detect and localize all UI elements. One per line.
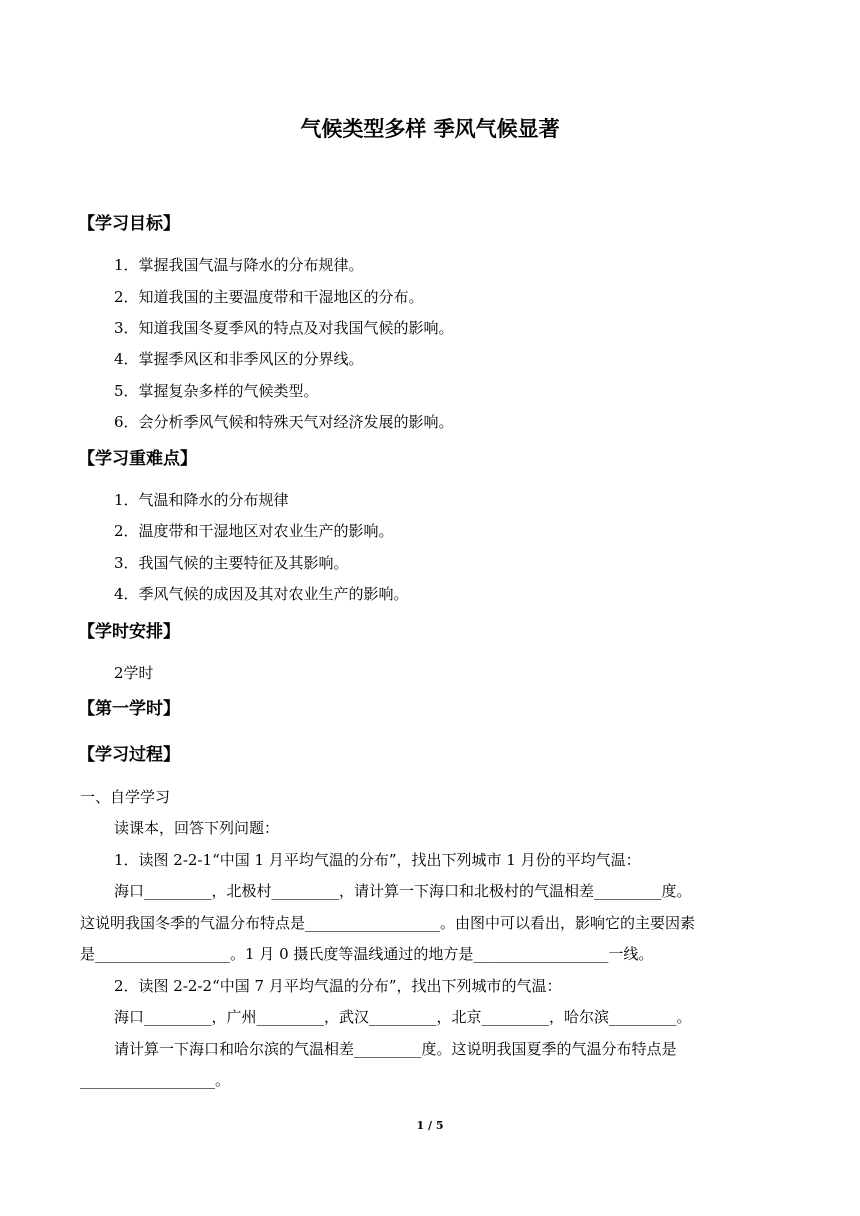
- goal-item: 1．掌握我国气温与降水的分布规律。: [114, 256, 364, 274]
- page-number: 1 / 5: [416, 1119, 444, 1132]
- document-title: 气候类型多样 季风气候显著: [300, 117, 560, 141]
- key-point-item: 2．温度带和干湿地区对农业生产的影响。: [114, 522, 394, 540]
- heading-key-points: 【学习重难点】: [78, 449, 197, 469]
- heading-schedule: 【学时安排】: [78, 622, 180, 642]
- part-heading: 一、自学学习: [80, 788, 171, 806]
- goal-item: 6．会分析季风气候和特殊天气对经济发展的影响。: [114, 413, 454, 431]
- heading-first-period: 【第一学时】: [78, 699, 180, 719]
- question-1-blanks-line: 这说明我国冬季的气温分布特点是__________________。由图中可以看出，影响它的主要因素: [80, 914, 696, 932]
- goal-item: 2．知道我国的主要温度带和干湿地区的分布。: [114, 288, 424, 306]
- question-1-blanks-line: 是__________________。1 月 0 摄氏度等温线通过的地方是__________________一线。: [80, 945, 654, 963]
- schedule-text: 2学时: [114, 664, 154, 682]
- heading-learning-goals: 【学习目标】: [78, 214, 180, 234]
- intro-text: 读课本，回答下列问题：: [114, 819, 280, 837]
- heading-learning-process: 【学习过程】: [78, 745, 180, 765]
- question-1-blanks-line: 海口_________，北极村_________，请计算一下海口和北极村的气温相差_________度。: [114, 882, 692, 900]
- goal-item: 5．掌握复杂多样的气候类型。: [114, 382, 319, 400]
- key-point-item: 3．我国气候的主要特征及其影响。: [114, 554, 349, 572]
- question-2-blanks-line: 请计算一下海口和哈尔滨的气温相差_________度。这说明我国夏季的气温分布特点是: [114, 1040, 677, 1058]
- question-2: 2．读图 2-2-2“中国 7 月平均气温的分布”，找出下列城市的气温：: [114, 977, 562, 995]
- question-1: 1．读图 2-2-1“中国 1 月平均气温的分布”，找出下列城市 1 月份的平均气温：: [114, 851, 641, 869]
- key-point-item: 1．气温和降水的分布规律: [114, 491, 289, 509]
- question-2-blanks-line: 海口_________，广州_________，武汉_________，北京_________，哈尔滨_________。: [114, 1008, 692, 1026]
- goal-item: 3．知道我国冬夏季风的特点及对我国气候的影响。: [114, 319, 454, 337]
- question-2-blanks-line: __________________。: [80, 1071, 231, 1089]
- key-point-item: 4．季风气候的成因及其对农业生产的影响。: [114, 585, 409, 603]
- goal-item: 4．掌握季风区和非季风区的分界线。: [114, 350, 364, 368]
